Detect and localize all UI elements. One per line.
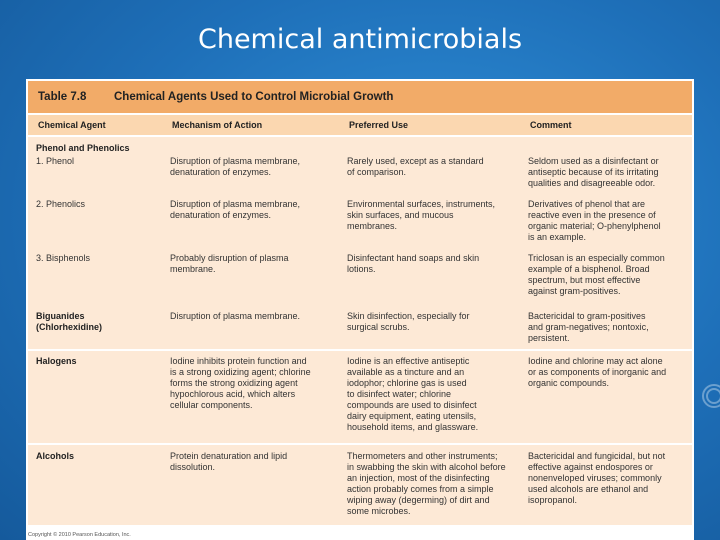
row-bisphenols-comment: Triclosan is an especially common example of a bisphenol. Broad spectrum, but most effective against gram-positives. <box>528 253 665 296</box>
row-alcohols-use: Thermometers and other instruments; in swabbing the skin with alcohol before an injection, most of the disinfecting action probably comes from a simple wiping away (degerming) of dirt and some microbes. <box>347 451 506 516</box>
header-chemical-agent: Chemical Agent <box>38 120 106 130</box>
header-preferred-use: Preferred Use <box>349 120 409 130</box>
row-phenolics-mechanism: Disruption of plasma membrane, denaturation of enzymes. <box>170 199 301 220</box>
table-number: Table 7.8 <box>38 91 87 103</box>
row-halogens-mechanism: Iodine inhibits protein function and is a strong oxidizing agent; chlorine forms the strong oxidizing agent hypochlorous acid, which alters cellular components. <box>170 356 311 410</box>
group-label-phenol: Phenol and Phenolics <box>36 143 130 153</box>
header-mechanism: Mechanism of Action <box>172 120 263 130</box>
row-alcohols-agent: Alcohols <box>36 451 75 461</box>
row-phenol-agent: 1. Phenol <box>36 156 75 166</box>
row-bisphenols-use: Disinfectant hand soaps and skin lotions. <box>347 253 480 274</box>
row-phenol-mechanism: Disruption of plasma membrane, denaturation of enzymes. <box>170 156 301 177</box>
row-alcohols-comment: Bactericidal and fungicidal, but not effective against endospores or nonenveloped viruses; commonly used alcohols are ethanol and isopropanol. <box>528 451 666 505</box>
row-phenolics-comment: Derivatives of phenol that are reactive even in the presence of organic material; O-phenylphenol is an example. <box>528 199 661 242</box>
table-caption: Chemical Agents Used to Control Microbial Growth <box>114 91 394 103</box>
row-bisphenols-agent: 3. Bisphenols <box>36 253 91 263</box>
row-biguanides-use: Skin disinfection, especially for surgical scrubs. <box>347 311 470 332</box>
row-alcohols-mechanism: Protein denaturation and lipid dissolution. <box>170 451 288 472</box>
table-image <box>26 79 694 540</box>
row-phenolics-use: Environmental surfaces, instruments, skin surfaces, and mucous membranes. <box>347 199 496 231</box>
row-biguanides-mechanism: Disruption of plasma membrane. <box>170 311 301 321</box>
row-phenolics-agent: 2. Phenolics <box>36 199 86 209</box>
row-phenol-use: Rarely used, except as a standard of comparison. <box>347 156 484 177</box>
row-phenol-comment: Seldom used as a disinfectant or antiseptic because of its irritating qualities and disagreeable odor. <box>528 156 659 188</box>
decorative-ring-inner <box>706 388 720 404</box>
row-bisphenols-mechanism: Probably disruption of plasma membrane. <box>170 253 289 274</box>
row-halogens-agent: Halogens <box>36 356 77 366</box>
row-biguanides-comment: Bactericidal to gram-positives and gram-negatives; nontoxic, persistent. <box>528 311 649 343</box>
row-halogens-comment: Iodine and chlorine may act alone or as components of inorganic and organic compounds. <box>528 356 667 388</box>
slide-title: Chemical antimicrobials <box>197 24 523 55</box>
column-header-row <box>28 115 692 135</box>
row-biguanides-agent: Biguanides (Chlorhexidine) <box>36 311 103 332</box>
table-banner <box>28 81 692 113</box>
header-comment: Comment <box>530 120 572 130</box>
row-halogens-use: Iodine is an effective antiseptic available as a tincture and an iodophor; chlorine gas is used to disinfect water; chlorine compounds are used to disinfect dairy equipment, eating utensils, household items, and glassware. <box>347 356 479 432</box>
copyright-notice: Copyright © 2010 Pearson Education, Inc. <box>28 532 131 538</box>
